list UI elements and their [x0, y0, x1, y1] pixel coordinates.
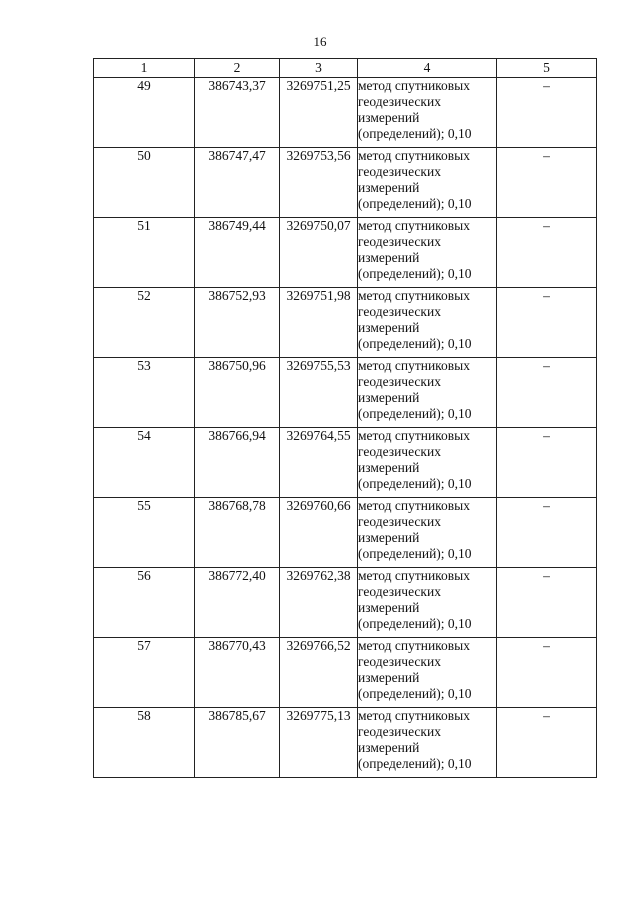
- method-line: (определений); 0,10: [358, 616, 472, 631]
- method-cell: [358, 218, 497, 288]
- method-line: измерений: [358, 530, 420, 545]
- method-cell: [358, 288, 497, 358]
- x-coordinate-cell: 386768,78: [195, 498, 280, 568]
- description-cell: –: [497, 288, 597, 358]
- description-cell: –: [497, 708, 597, 778]
- method-line: (определений); 0,10: [358, 756, 472, 771]
- y-coordinate-cell: 3269751,25: [280, 78, 358, 148]
- point-number-cell: 52: [94, 288, 195, 358]
- y-coordinate-cell: 3269751,98: [280, 288, 358, 358]
- table-row: [94, 78, 597, 148]
- y-coordinate-cell: 3269766,52: [280, 638, 358, 708]
- method-line: геодезических: [358, 444, 441, 459]
- point-number-cell: 56: [94, 568, 195, 638]
- x-coordinate-cell: 386743,37: [195, 78, 280, 148]
- header-cell-3: 3: [280, 59, 358, 78]
- table-row: [94, 218, 597, 288]
- table-row: [94, 288, 597, 358]
- method-cell: [358, 148, 497, 218]
- method-cell: [358, 498, 497, 568]
- method-line: (определений); 0,10: [358, 196, 472, 211]
- x-coordinate-cell: 386770,43: [195, 638, 280, 708]
- point-number-cell: 54: [94, 428, 195, 498]
- y-coordinate-cell: 3269762,38: [280, 568, 358, 638]
- x-coordinate-cell: 386785,67: [195, 708, 280, 778]
- method-line: метод спутниковых: [358, 708, 470, 723]
- x-coordinate-cell: 386750,96: [195, 358, 280, 428]
- point-number-cell: 51: [94, 218, 195, 288]
- y-coordinate-cell: 3269760,66: [280, 498, 358, 568]
- y-coordinate-cell: 3269775,13: [280, 708, 358, 778]
- description-cell: –: [497, 498, 597, 568]
- method-cell: [358, 568, 497, 638]
- method-line: метод спутниковых: [358, 288, 470, 303]
- table-row: [94, 358, 597, 428]
- description-cell: –: [497, 78, 597, 148]
- method-line: измерений: [358, 180, 420, 195]
- method-cell: [358, 638, 497, 708]
- y-coordinate-cell: 3269753,56: [280, 148, 358, 218]
- table-body: [94, 78, 597, 778]
- table-row: [94, 638, 597, 708]
- method-line: измерений: [358, 460, 420, 475]
- table-row: [94, 148, 597, 218]
- header-cell-4: 4: [358, 59, 497, 78]
- table-row: [94, 568, 597, 638]
- method-line: (определений); 0,10: [358, 476, 472, 491]
- method-line: (определений); 0,10: [358, 336, 472, 351]
- method-line: измерений: [358, 390, 420, 405]
- method-line: метод спутниковых: [358, 148, 470, 163]
- method-cell: [358, 78, 497, 148]
- method-line: геодезических: [358, 234, 441, 249]
- method-cell: [358, 428, 497, 498]
- method-line: метод спутниковых: [358, 568, 470, 583]
- method-line: метод спутниковых: [358, 498, 470, 513]
- y-coordinate-cell: 3269764,55: [280, 428, 358, 498]
- y-coordinate-cell: 3269755,53: [280, 358, 358, 428]
- method-line: метод спутниковых: [358, 638, 470, 653]
- method-line: измерений: [358, 110, 420, 125]
- method-line: измерений: [358, 250, 420, 265]
- method-line: геодезических: [358, 374, 441, 389]
- page-number: 16: [313, 34, 327, 49]
- point-number-cell: 49: [94, 78, 195, 148]
- method-line: измерений: [358, 600, 420, 615]
- method-line: геодезических: [358, 514, 441, 529]
- method-line: метод спутниковых: [358, 428, 470, 443]
- table-row: [94, 708, 597, 778]
- method-line: геодезических: [358, 654, 441, 669]
- x-coordinate-cell: 386747,47: [195, 148, 280, 218]
- x-coordinate-cell: 386752,93: [195, 288, 280, 358]
- description-cell: –: [497, 638, 597, 708]
- point-number-cell: 53: [94, 358, 195, 428]
- method-cell: [358, 708, 497, 778]
- method-line: геодезических: [358, 164, 441, 179]
- y-coordinate-cell: 3269750,07: [280, 218, 358, 288]
- x-coordinate-cell: 386772,40: [195, 568, 280, 638]
- method-line: измерений: [358, 670, 420, 685]
- description-cell: –: [497, 358, 597, 428]
- point-number-cell: 55: [94, 498, 195, 568]
- x-coordinate-cell: 386749,44: [195, 218, 280, 288]
- method-line: геодезических: [358, 584, 441, 599]
- description-cell: –: [497, 218, 597, 288]
- method-line: (определений); 0,10: [358, 546, 472, 561]
- point-number-cell: 57: [94, 638, 195, 708]
- header-cell-5: 5: [497, 59, 597, 78]
- method-line: геодезических: [358, 724, 441, 739]
- method-line: (определений); 0,10: [358, 686, 472, 701]
- method-line: геодезических: [358, 304, 441, 319]
- header-cell-1: 1: [94, 59, 195, 78]
- method-line: измерений: [358, 320, 420, 335]
- method-line: измерений: [358, 740, 420, 755]
- table-row: [94, 498, 597, 568]
- method-cell: [358, 358, 497, 428]
- description-cell: –: [497, 148, 597, 218]
- description-cell: –: [497, 428, 597, 498]
- method-line: (определений); 0,10: [358, 126, 472, 141]
- header-cell-2: 2: [195, 59, 280, 78]
- method-line: метод спутниковых: [358, 358, 470, 373]
- x-coordinate-cell: 386766,94: [195, 428, 280, 498]
- point-number-cell: 50: [94, 148, 195, 218]
- method-line: (определений); 0,10: [358, 266, 472, 281]
- method-line: метод спутниковых: [358, 218, 470, 233]
- method-line: (определений); 0,10: [358, 406, 472, 421]
- coordinates-table: [93, 58, 597, 778]
- table-header-row: [94, 59, 597, 78]
- description-cell: –: [497, 568, 597, 638]
- point-number-cell: 58: [94, 708, 195, 778]
- method-line: геодезических: [358, 94, 441, 109]
- method-line: метод спутниковых: [358, 78, 470, 93]
- table-row: [94, 428, 597, 498]
